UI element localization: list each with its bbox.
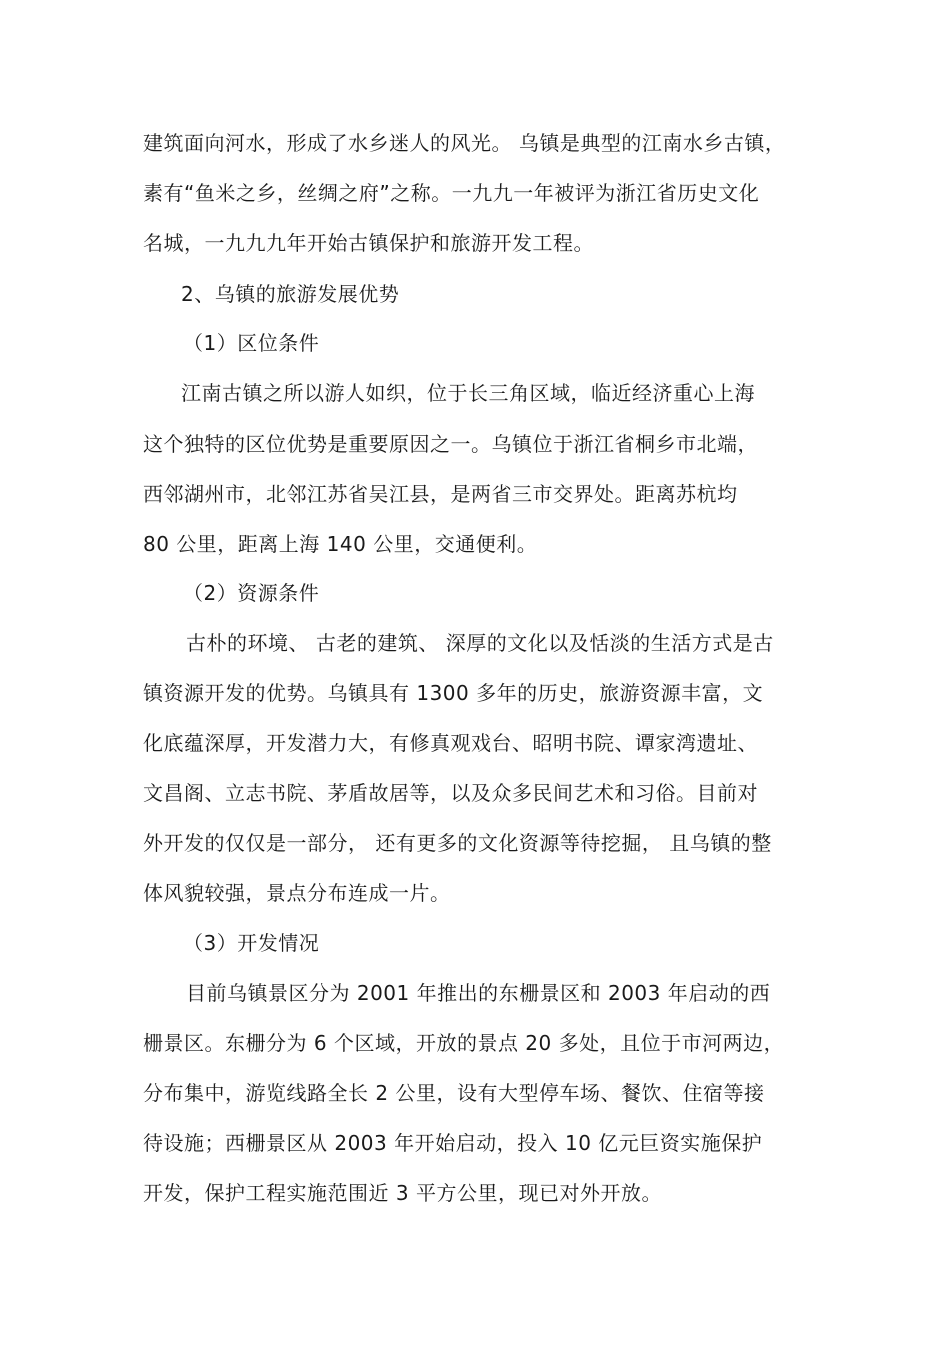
text-line-19: 栅景区。东栅分为 6 个区域，开放的景点 20 多处，且位于市河两边， [143, 1031, 785, 1055]
text-line-2: 素有“鱼米之乡，丝绸之府”之称。一九九一年被评为浙江省历史文化 [143, 181, 760, 205]
text-line-12: 镇资源开发的优势。乌镇具有 1300 多年的历史，旅游资源丰富，文 [143, 681, 764, 705]
text-line-18: 目前乌镇景区分为 2001 年推出的东栅景区和 2003 年启动的西 [186, 981, 771, 1005]
text-line-13: 化底蕴深厚，开发潜力大，有修真观戏台、昭明书院、谭家湾遗址、 [143, 731, 758, 755]
text-line-6: 江南古镇之所以游人如织，位于长三角区域，临近经济重心上海 [181, 381, 755, 405]
text-line-14: 文昌阁、立志书院、茅盾故居等，以及众多民间艺术和习俗。目前对 [143, 781, 758, 805]
text-line-15: 外开发的仅仅是一部分， 还有更多的文化资源等待挖掘， 且乌镇的整 [143, 831, 772, 855]
subheading-resources: （2）资源条件 [183, 581, 320, 605]
text-line-8: 西邻湖州市，北邻江苏省吴江县，是两省三市交界处。距离苏杭均 [143, 482, 738, 506]
text-line-22: 开发，保护工程实施范围近 3 平方公里，现已对外开放。 [143, 1181, 662, 1205]
text-line-9: 80 公里，距离上海 140 公里，交通便利。 [143, 532, 538, 556]
text-line-11: 古朴的环境、 古老的建筑、 深厚的文化以及恬淡的生活方式是古 [186, 631, 774, 655]
text-line-16: 体风貌较强，景点分布连成一片。 [143, 881, 451, 905]
text-line-7: 这个独特的区位优势是重要原因之一。乌镇位于浙江省桐乡市北端， [143, 432, 758, 456]
subheading-development: （3）开发情况 [183, 931, 320, 955]
subheading-location: （1）区位条件 [183, 331, 320, 355]
text-line-21: 待设施；西栅景区从 2003 年开始启动，投入 10 亿元巨资实施保护 [143, 1131, 763, 1155]
text-line-20: 分布集中，游览线路全长 2 公里，设有大型停车场、餐饮、住宿等接 [143, 1081, 765, 1105]
text-line-1: 建筑面向河水，形成了水乡迷人的风光。 乌镇是典型的江南水乡古镇， [143, 131, 786, 155]
section-heading-2: 2、乌镇的旅游发展优势 [181, 282, 400, 306]
text-line-3: 名城，一九九九年开始古镇保护和旅游开发工程。 [143, 231, 594, 255]
